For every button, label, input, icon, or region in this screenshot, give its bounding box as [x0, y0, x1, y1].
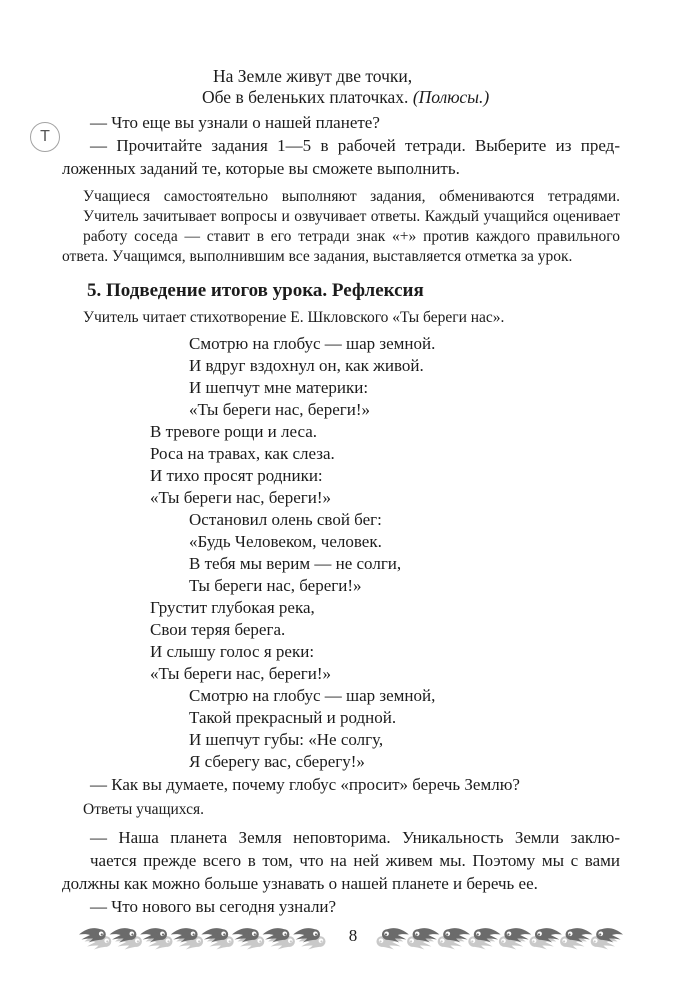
dialog-text-line: чается прежде всего в том, что на ней живем мы. Поэтому мы с вами — [90, 851, 620, 870]
commentary-line: ответа. Учащимся, выполнившим все задания, выставляется отметка за урок. — [62, 248, 573, 265]
poem-block — [62, 333, 620, 773]
poem-line: Ты береги нас, береги!» — [189, 576, 362, 595]
poem-intro-commentary: Учитель читает стихотворение Е. Шкловского «Ты береги нас». — [83, 309, 505, 326]
commentary-line: Учащиеся самостоятельно выполняют задания, обмениваются тетрадями. — [83, 188, 620, 205]
poem-line: Остановил олень свой бег: — [189, 510, 382, 529]
opening-poem — [62, 66, 620, 108]
poem-line: И тихо просят родники: — [150, 466, 323, 485]
poem-line: И слышу голос я реки: — [150, 642, 315, 661]
poem-line: Грустит глубокая река, — [150, 598, 315, 617]
poem-line: «Ты береги нас, береги!» — [150, 488, 331, 507]
poem-line: «Ты береги нас, береги!» — [189, 400, 370, 419]
poem-line: «Ты береги нас, береги!» — [150, 664, 331, 683]
dialog-text-line: — Прочитайте задания 1—5 в рабочей тетради. Выберите из пред- — [90, 136, 620, 155]
poem-line — [202, 87, 620, 108]
answers-commentary: Ответы учащихся. — [83, 801, 204, 818]
dialog-text-line: — Наша планета Земля неповторима. Уникальность Земли заклю- — [90, 828, 620, 847]
teacher-commentary — [62, 187, 620, 267]
poem-line: И шепчут мне материки: — [189, 378, 369, 397]
poem-line: Свои теряя берега. — [150, 620, 286, 639]
riddle-text: Обе в беленьких платочках. — [202, 87, 413, 107]
poem-line: Смотрю на глобус — шар земной, — [189, 686, 436, 705]
dialog-text-line: ложенных заданий те, которые вы сможете выполнить. — [62, 159, 460, 178]
circled-t-marker-icon — [30, 122, 60, 152]
poem-line: Роса на травах, как слеза. — [150, 444, 335, 463]
dialog-line: — Что еще вы узнали о нашей планете? — [90, 113, 380, 132]
poem-line: На Земле живут две точки, — [213, 66, 413, 86]
poem-line: И вдруг вздохнул он, как живой. — [189, 356, 424, 375]
footer-ornament-right — [377, 928, 624, 949]
dialog-line: — Как вы думаете, почему глобус «просит» беречь Землю? — [90, 775, 520, 794]
poem-line: И шепчут губы: «Не солгу, — [189, 730, 384, 749]
footer-ornament-left — [79, 928, 326, 949]
riddle-answer: (Полюсы.) — [412, 87, 490, 107]
poem-line: Я сберегу вас, сберегу!» — [189, 752, 365, 771]
commentary-line: работу соседа — ставит в его тетради знак «+» против каждого правильного — [83, 228, 620, 245]
dialog-paragraph — [62, 826, 620, 895]
poem-line: «Будь Человеком, человек. — [189, 532, 382, 551]
section-heading: 5. Подведение итогов урока. Рефлексия — [87, 280, 424, 301]
marker-letter: Т — [40, 128, 50, 145]
dialog-line: — Что нового вы сегодня узнали? — [90, 897, 337, 916]
dialog-paragraph — [62, 134, 620, 180]
dialog-text-line: должны как можно больше узнавать о нашей планете и беречь ее. — [62, 874, 538, 893]
poem-line: В тебя мы верим — не солги, — [189, 554, 402, 573]
poem-line: Такой прекрасный и родной. — [189, 708, 397, 727]
poem-line: Смотрю на глобус — шар земной. — [189, 334, 436, 353]
poem-line: В тревоге рощи и леса. — [150, 422, 318, 441]
page-number: 8 — [348, 926, 358, 945]
commentary-line: Учитель зачитывает вопросы и озвучивает ответы. Каждый учащийся оценивает — [83, 208, 620, 225]
page-content — [62, 0, 620, 918]
